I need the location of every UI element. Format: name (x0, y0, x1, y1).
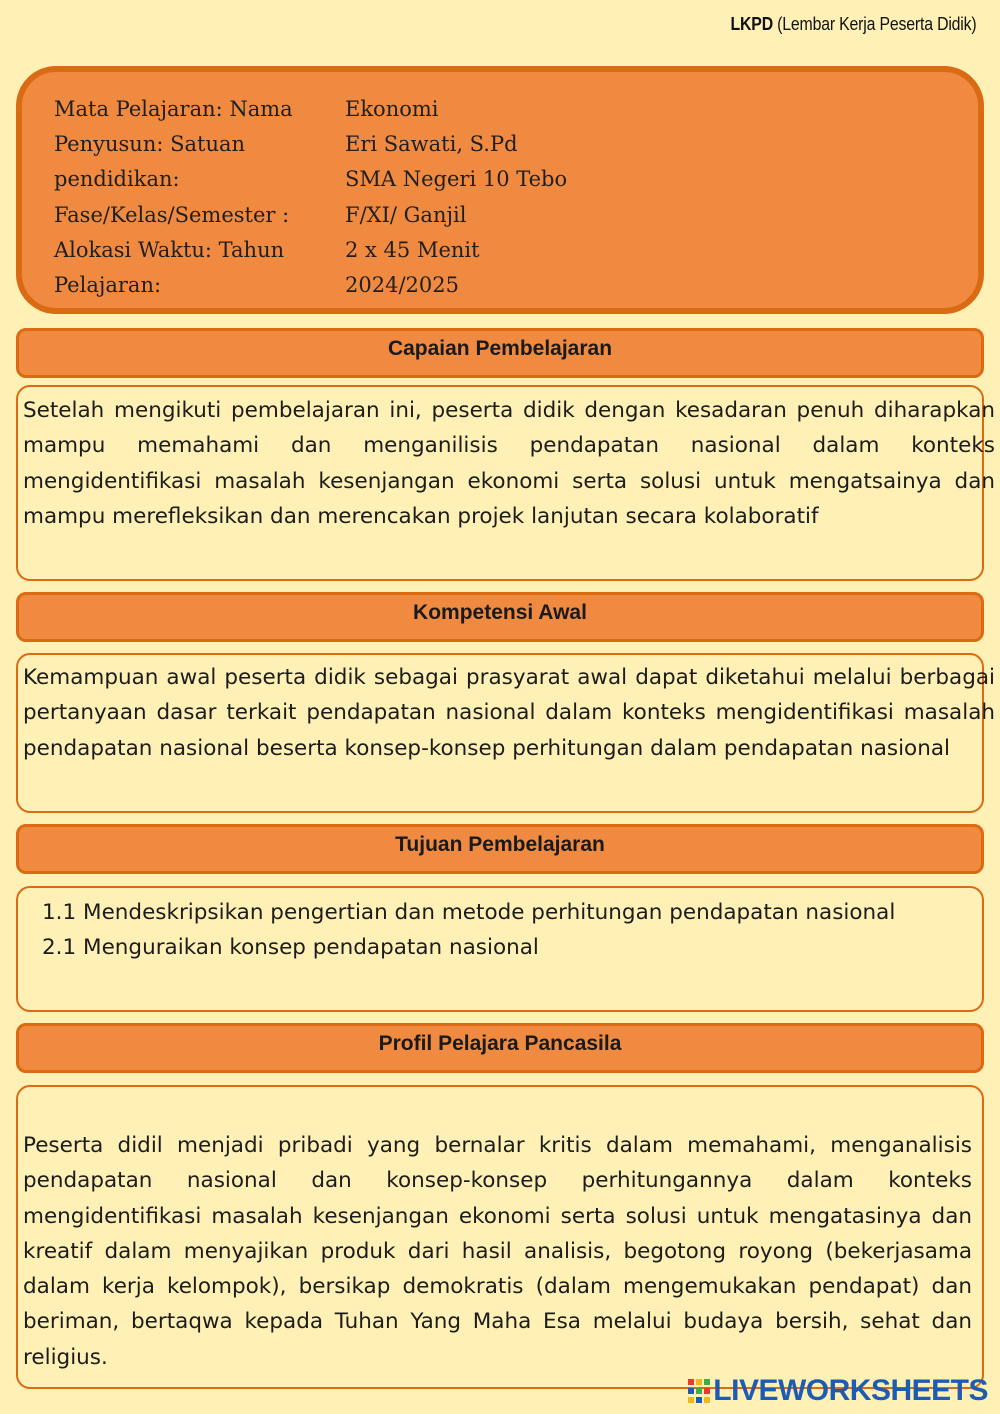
liveworksheets-brand: LIVEWORKSHEETS (713, 1374, 988, 1407)
identity-label: Penyusun: Satuan (54, 132, 246, 157)
profil-text: Peserta didil menjadi pribadi yang bernalar kritis dalam memahami, menganalisis pendapatan nasional dan konsep-konsep perhitungannya dalam konteks mengidentifikasi masalah kesenjangan ekonomi serta solusi untuk mengatasinya dan kreatif dalam menyajikan produk dari hasil analisis, begotong royong (bekerjasama dalam kerja kelompok), bersikap demokratis (dalam mengemukakan pendapat) dan beriman, bertaqwa kepada Tuhan Yang Maha Esa melalui budaya bersih, sehat dan religius. (23, 1133, 972, 1370)
author-value: Eri Sawati, S.Pd (345, 132, 518, 157)
identity-label: Fase/Kelas/Semester : (54, 202, 290, 227)
liveworksheets-logo-icon (688, 1379, 710, 1403)
subject-value: Ekonomi (345, 97, 439, 121)
kompetensi-text: Kemampuan awal peserta didik sebagai prasyarat awal dapat diketahui melalui berbagai pertanyaan dasar terkait pendapatan nasional dalam konteks mengidentifikasi masalah pendapatan nasional beserta konsep-konsep perhitungan dalam pendapatan nasional (23, 665, 995, 761)
school-value: SMA Negeri 10 Tebo (345, 167, 568, 192)
identity-values (345, 92, 567, 303)
phase-class-semester-value: F/XI/ Ganjil (345, 202, 467, 227)
academic-year-value: 2024/2025 (345, 273, 459, 298)
identity-label: Pelajaran: (54, 273, 162, 298)
list-item: 1.1 Mendeskripsikan pengertian dan metode perhitungan pendapatan nasional (42, 900, 896, 925)
section-title-profil: Profil Pelajara Pancasila (16, 1023, 984, 1073)
section-title-capaian: Capaian Pembelajaran (16, 328, 984, 378)
document-type-abbrev: LKPD (730, 14, 773, 34)
section-title-tujuan: Tujuan Pembelajaran (16, 824, 984, 874)
identity-labels (54, 92, 320, 303)
identity-label: Mata Pelajaran: Nama (54, 97, 293, 121)
liveworksheets-logo (688, 1376, 988, 1406)
identity-label: Alokasi Waktu: Tahun (54, 237, 285, 262)
tujuan-list (42, 895, 895, 966)
document-type-full: (Lembar Kerja Peserta Didik) (772, 14, 976, 34)
identity-label: pendidikan: (54, 167, 180, 192)
list-item: 2.1 Menguraikan konsep pendapatan nasional (42, 935, 539, 961)
time-allocation-value: 2 x 45 Menit (345, 237, 480, 262)
section-title-kompetensi: Kompetensi Awal (16, 592, 984, 642)
capaian-text: Setelah mengikuti pembelajaran ini, peserta didik dengan kesadaran penuh diharapkan mampu memahami dan menganilisis pendapatan nasional dalam konteks mengidentifikasi masalah kesenjangan ekonomi serta solusi untuk mengatsainya dan mampu merefleksikan dan merencakan projek lanjutan secara kolaboratif (23, 398, 995, 529)
document-type-label (730, 14, 976, 35)
identity-panel (16, 66, 984, 314)
